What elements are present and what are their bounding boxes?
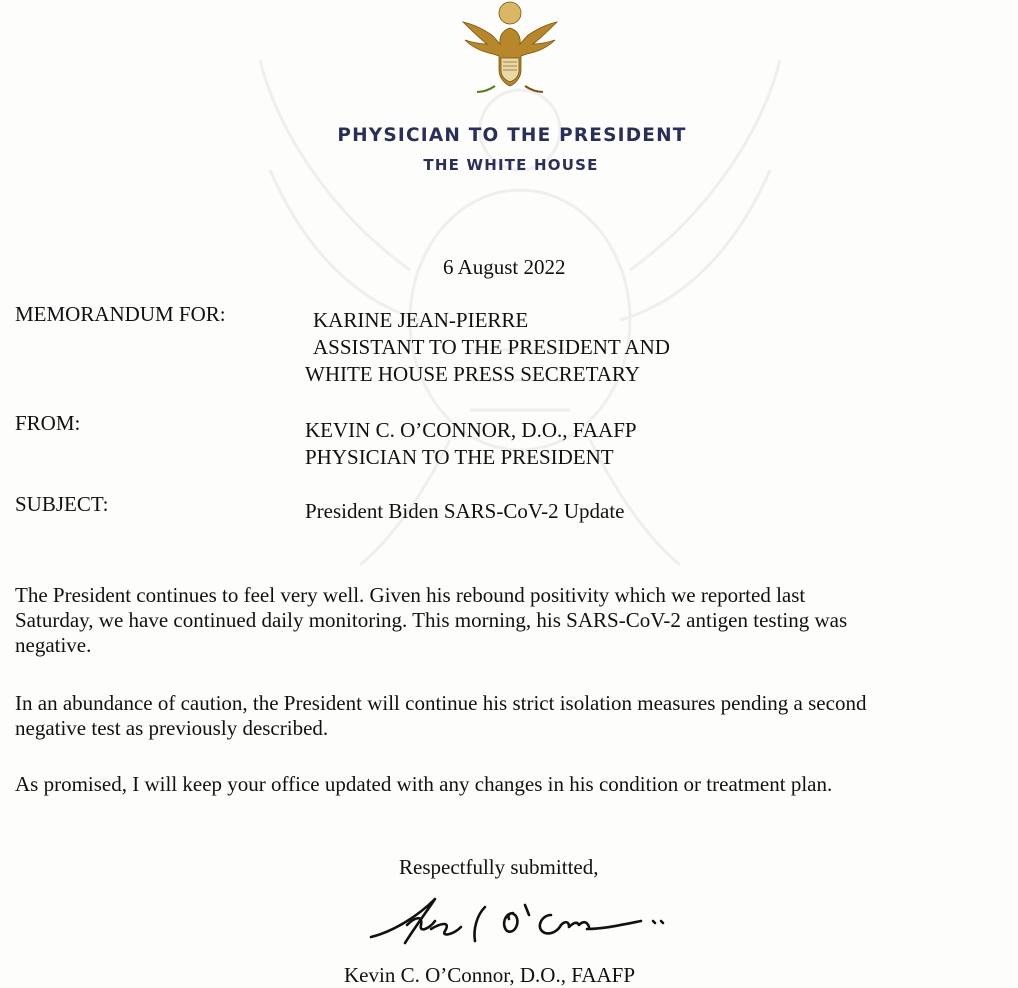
body-paragraph-line: negative test as previously described.: [15, 716, 329, 740]
eagle-watermark-icon: [220, 20, 820, 580]
body-paragraph-line: negative.: [15, 633, 92, 657]
signer-name: Kevin C. O’Connor, D.O., FAAFP: [344, 963, 636, 987]
memorandum-for-label: MEMORANDUM FOR:: [15, 302, 226, 326]
recipient-title-line: ASSISTANT TO THE PRESIDENT AND: [313, 335, 670, 359]
memo-date: 6 August 2022: [443, 255, 566, 279]
letterhead-title: PHYSICIAN TO THE PRESIDENT: [337, 125, 687, 146]
sender-name: KEVIN C. O’CONNOR, D.O., FAAFP: [305, 418, 637, 442]
from-label: FROM:: [15, 411, 81, 435]
body-paragraph-line: Saturday, we have continued daily monitoring. This morning, his SARS-CoV-2 antigen testing was: [15, 608, 848, 632]
subject-label: SUBJECT:: [15, 492, 109, 516]
sender-title: PHYSICIAN TO THE PRESIDENT: [305, 445, 614, 469]
subject-value: President Biden SARS-CoV-2 Update: [305, 499, 625, 523]
presidential-seal-icon: [455, 0, 565, 100]
body-paragraph-line: As promised, I will keep your office updated with any changes in his condition or treatment plan.: [15, 772, 833, 796]
body-paragraph-line: In an abundance of caution, the President will continue his strict isolation measures pending a second: [15, 691, 867, 715]
handwritten-signature-icon: [365, 885, 670, 955]
body-paragraph-line: The President continues to feel very well. Given his rebound positivity which we reported last: [15, 583, 806, 607]
closing-text: Respectfully submitted,: [399, 855, 599, 879]
letterhead-subtitle: THE WHITE HOUSE: [423, 156, 599, 174]
recipient-name: KARINE JEAN-PIERRE: [313, 308, 529, 332]
recipient-title-line: WHITE HOUSE PRESS SECRETARY: [305, 362, 640, 386]
